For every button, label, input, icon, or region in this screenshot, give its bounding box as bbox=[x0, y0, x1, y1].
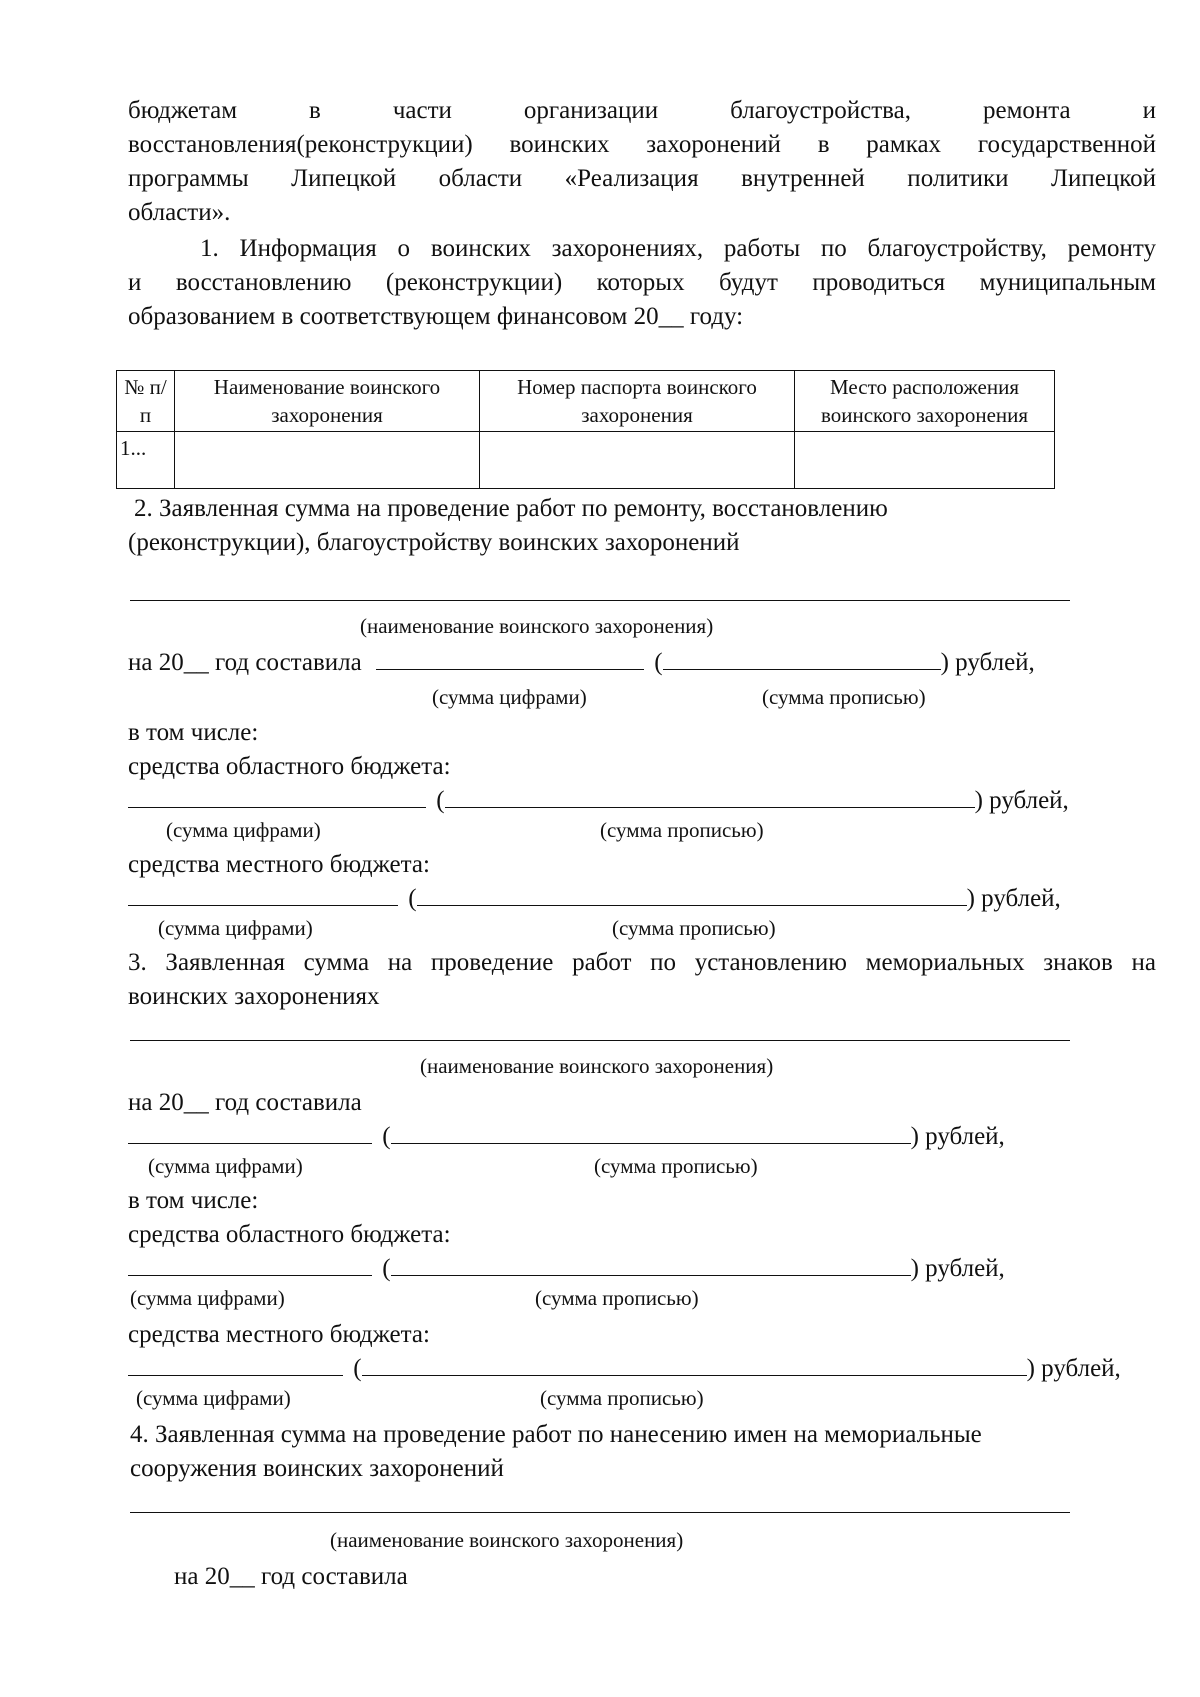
table-cell-location[interactable] bbox=[795, 432, 1055, 489]
section2-line-2: (реконструкции), благоустройству воинских захоронений bbox=[128, 529, 740, 556]
table-row bbox=[117, 432, 1055, 489]
sum-digits-field[interactable] bbox=[376, 647, 644, 670]
s2-year-row bbox=[128, 646, 1035, 680]
sum-words-caption: (сумма прописью) bbox=[535, 1286, 699, 1310]
rubles-label: ) рублей, bbox=[910, 1255, 1005, 1282]
sum-digits-field[interactable] bbox=[128, 1253, 372, 1276]
sum-digits-field[interactable] bbox=[128, 883, 398, 906]
table-cell-name[interactable] bbox=[175, 432, 480, 489]
sum-words-field[interactable] bbox=[417, 883, 967, 906]
s2-regional-label: средства областного бюджета: bbox=[128, 753, 451, 780]
sum-words-caption: (сумма прописью) bbox=[594, 1154, 758, 1178]
sum-digits-caption: (сумма цифрами) bbox=[432, 685, 587, 709]
table-header-row bbox=[117, 371, 1055, 432]
sum-words-caption: (сумма прописью) bbox=[540, 1386, 704, 1410]
s3-regional-label: средства областного бюджета: bbox=[128, 1221, 451, 1248]
year-total-label: на 20__ год составила bbox=[128, 649, 362, 676]
sum-digits-caption: (сумма цифрами) bbox=[166, 818, 321, 842]
s3-local-label: средства местного бюджета: bbox=[128, 1321, 430, 1348]
intro-line-4: области». bbox=[128, 199, 231, 226]
sum-words-field[interactable] bbox=[445, 785, 975, 808]
sum-digits-caption: (сумма цифрами) bbox=[158, 916, 313, 940]
s2-local-row bbox=[128, 882, 1061, 916]
section3-line-1: 3. Заявленная сумма на проведение работ по установлению мемориальных знаков на bbox=[128, 949, 1156, 976]
intro-line-1: бюджетам в части организации благоустройства, ремонта и bbox=[128, 97, 1156, 124]
open-paren: ( bbox=[408, 885, 417, 912]
sum-digits-field[interactable] bbox=[128, 1353, 343, 1376]
section1-line-3: образованием в соответствующем финансовом 20__ году: bbox=[128, 303, 744, 330]
section3-line-2: воинских захоронениях bbox=[128, 983, 380, 1010]
burials-table bbox=[116, 370, 1055, 489]
intro-line-3: программы Липецкой области «Реализация внутренней политики Липецкой bbox=[128, 165, 1156, 192]
s3-regional-row bbox=[128, 1252, 1005, 1286]
table-header-number: № п/п bbox=[117, 371, 175, 432]
sum-digits-caption: (сумма цифрами) bbox=[130, 1286, 285, 1310]
s3-local-row bbox=[128, 1352, 1121, 1386]
table-cell-passport[interactable] bbox=[480, 432, 795, 489]
sum-words-caption: (сумма прописью) bbox=[762, 685, 926, 709]
s2-including: в том числе: bbox=[128, 719, 259, 746]
burial-name-line[interactable] bbox=[130, 1040, 1070, 1041]
rubles-label: ) рублей, bbox=[910, 1123, 1005, 1150]
open-paren: ( bbox=[654, 649, 663, 676]
sum-words-field[interactable] bbox=[391, 1121, 911, 1144]
sum-words-caption: (сумма прописью) bbox=[600, 818, 764, 842]
sum-digits-field[interactable] bbox=[128, 785, 426, 808]
sum-digits-field[interactable] bbox=[128, 1121, 372, 1144]
section4-line-1: 4. Заявленная сумма на проведение работ по нанесению имен на мемориальные bbox=[130, 1421, 982, 1448]
s2-local-label: средства местного бюджета: bbox=[128, 851, 430, 878]
sum-words-field[interactable] bbox=[663, 647, 941, 670]
rubles-label: ) рублей, bbox=[974, 787, 1069, 814]
section2-line-1: 2. Заявленная сумма на проведение работ по ремонту, восстановлению bbox=[134, 495, 888, 522]
s3-year-row bbox=[128, 1120, 1005, 1154]
s3-year-label: на 20__ год составила bbox=[128, 1089, 362, 1116]
s4-year-label: на 20__ год составила bbox=[174, 1563, 408, 1590]
table-header-location: Место расположения воинского захоронения bbox=[795, 371, 1055, 432]
s2-regional-row bbox=[128, 784, 1069, 818]
section1-line-2: и восстановлению (реконструкции) которых будут проводиться муниципальным bbox=[128, 269, 1156, 296]
rubles-label: ) рублей, bbox=[1026, 1355, 1121, 1382]
sum-words-caption: (сумма прописью) bbox=[612, 916, 776, 940]
table-cell-number[interactable]: 1... bbox=[117, 432, 175, 489]
burial-name-caption: (наименование воинского захоронения) bbox=[420, 1054, 774, 1078]
rubles-label: ) рублей, bbox=[940, 649, 1035, 676]
table-header-passport: Номер паспорта воинского захоронения bbox=[480, 371, 795, 432]
intro-line-2: восстановления(реконструкции) воинских захоронений в рамках государственной bbox=[128, 131, 1156, 158]
burial-name-caption: (наименование воинского захоронения) bbox=[360, 614, 714, 638]
section4-line-2: сооружения воинских захоронений bbox=[130, 1455, 504, 1482]
sum-words-field[interactable] bbox=[391, 1253, 911, 1276]
open-paren: ( bbox=[382, 1255, 391, 1282]
open-paren: ( bbox=[382, 1123, 391, 1150]
sum-digits-caption: (сумма цифрами) bbox=[148, 1154, 303, 1178]
open-paren: ( bbox=[436, 787, 445, 814]
burial-name-line[interactable] bbox=[130, 1512, 1070, 1513]
sum-digits-caption: (сумма цифрами) bbox=[136, 1386, 291, 1410]
s3-including: в том числе: bbox=[128, 1187, 259, 1214]
sum-words-field[interactable] bbox=[362, 1353, 1027, 1376]
rubles-label: ) рублей, bbox=[966, 885, 1061, 912]
table-header-name: Наименование воинского захоронения bbox=[175, 371, 480, 432]
burial-name-line[interactable] bbox=[130, 600, 1070, 601]
burial-name-caption: (наименование воинского захоронения) bbox=[330, 1528, 684, 1552]
open-paren: ( bbox=[353, 1355, 362, 1382]
section1-line-1: 1. Информация о воинских захоронениях, работы по благоустройству, ремонту bbox=[200, 235, 1156, 262]
